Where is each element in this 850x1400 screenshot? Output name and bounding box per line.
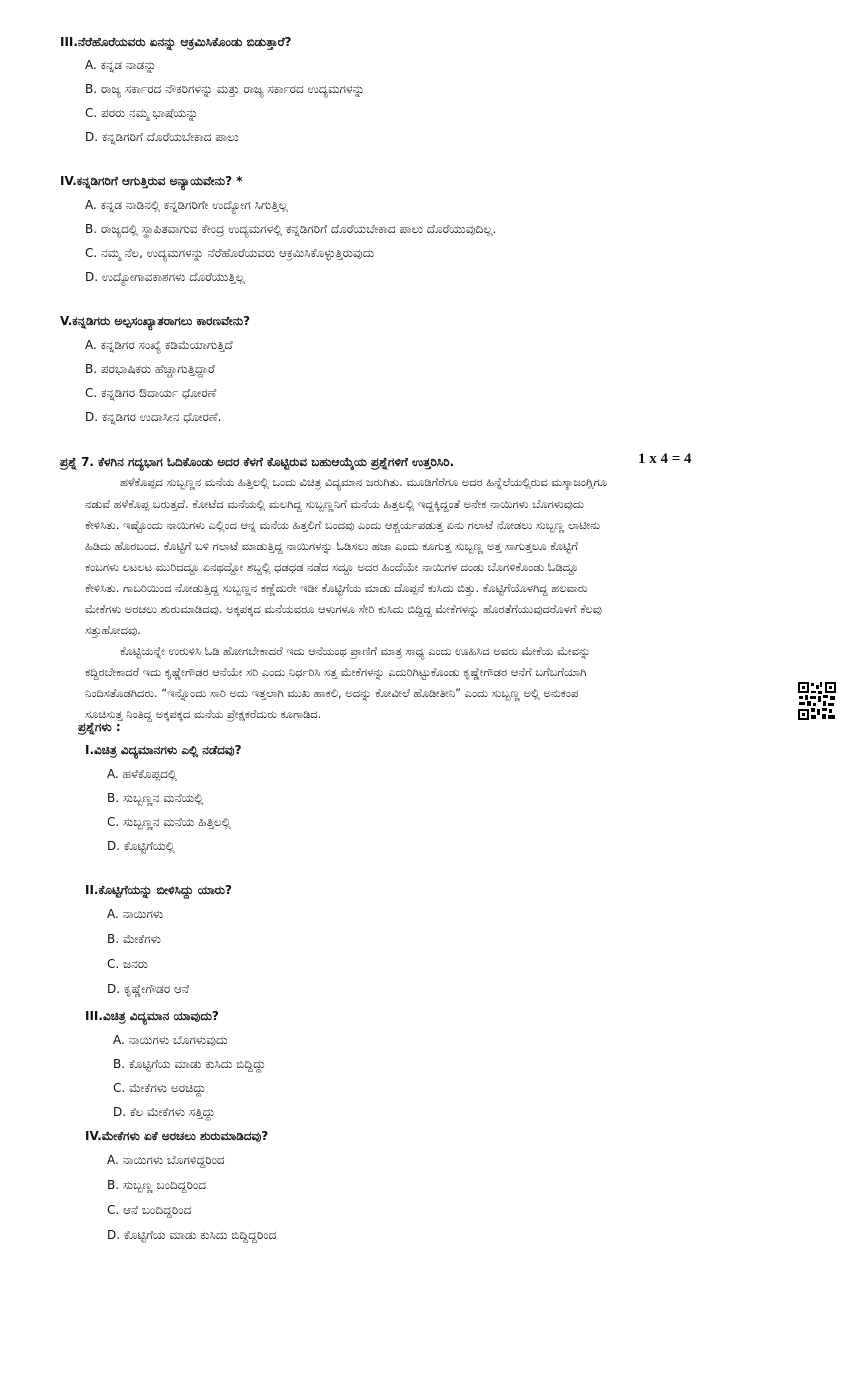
- passage-line: ಮೇಕೆಗಳು ಅರಚಲು ಶುರುಮಾಡಿದವು. ಅಕ್ಕಪಕ್ಕದ ಮನೆಯವರೂ ಆಳುಗಳೂ ಸೇರಿ ಕುಸಿದು ಬಿದ್ದಿದ್ದ ಮೇಕೆಗಳನ್ನು ಹೊರತೆಗೆಯುವುದರೊಳಗೆ ಕೆಲವು: [85, 602, 602, 616]
- passage-line: ಕೊಟ್ಟಿಯನ್ನೇ ಉರುಳಿಸಿ ಓಡಿ ಹೋಗಬೇಕಾದರೆ ಇದು ಆನೆಯಂಥ ಪ್ರಾಣಿಗೆ ಮಾತ್ರ ಸಾಧ್ಯ ಎಂದು ಊಹಿಸಿದ ಅವರು ಮೇಕೆಯ ಮೇವನ್ನು: [120, 644, 591, 658]
- option: C. ಕನ್ನಡಿಗರ ಔದಾರ್ಯ ಧೋರಣೆ: [85, 386, 217, 400]
- option: A. ಹಳೆಕೊಪ್ಪದಲ್ಲಿ: [107, 767, 177, 781]
- option: C. ಪರರು ನಮ್ಮ ಭಾಷೆಯನ್ನು: [85, 106, 199, 120]
- option: D. ಕೊಟ್ಟಿಗೆಯಲ್ಲಿ: [107, 839, 175, 853]
- option: B. ಪರಭಾಷಿಕರು ಹೆಚ್ಚಾಗುತ್ತಿದ್ದಾರೆ: [85, 362, 215, 376]
- passage-line: ಹಿಡಿದು ಹೊರಬಂದ. ಕೊಟ್ಟಿಗೆ ಬಳಿ ಗಲಾಟೆ ಮಾಡುತ್ತಿದ್ದ ನಾಯಿಗಳನ್ನು ಓಡಿಸಲು ಹಜಾ ಎಂದು ಕೂಗುತ್ತ ಸುಬ್ಬಣ್ಣ ಅತ್ತ ಸಾಗುತ್ತಲೂ ಕೊಟ್ಟಿಗೆ: [85, 539, 578, 553]
- option: A. ಕನ್ನಡ ನಾಡಿನಲ್ಲಿ ಕನ್ನಡಿಗರಿಗೇ ಉದ್ಯೋಗ ಸಿಗುತ್ತಿಲ್ಲ: [85, 198, 288, 212]
- qr-code-icon: [797, 681, 837, 721]
- question-heading: II.ಕೊಟ್ಟಿಗೆಯನ್ನು ಬೀಳಿಸಿದ್ದು ಯಾರು?: [85, 883, 232, 897]
- option: C. ಸುಬ್ಬಣ್ಣನ ಮನೆಯ ಹಿತ್ತಿಲಲ್ಲಿ: [107, 815, 231, 829]
- question-7-heading: ಪ್ರಶ್ನೆ 7. ಕೆಳಗಿನ ಗದ್ಯಭಾಗ ಓದಿಕೊಂಡು ಅದರ ಕೆಳಗೆ ಕೊಟ್ಟಿರುವ ಬಹುಆಯ್ಕೆಯ ಪ್ರಶ್ನೆಗಳಿಗೆ ಉತ್ತರಿಸಿರಿ.: [60, 455, 455, 469]
- option: B. ರಾಜ್ಯದಲ್ಲಿ ಸ್ಥಾಪಿತವಾಗುವ ಕೇಂದ್ರ ಉದ್ಯಮಗಳಲ್ಲಿ ಕನ್ನಡಿಗರಿಗೆ ದೊರೆಯಬೇಕಾದ ಪಾಲು ದೊರೆಯುವುದಿಲ್ಲ.: [85, 222, 497, 236]
- option: A. ಕನ್ನಡಿಗರ ಸಂಖ್ಯೆ ಕಡಿಮೆಯಾಗುತ್ತಿದೆ: [85, 338, 233, 352]
- option: B. ರಾಜ್ಯ ಸರ್ಕಾರದ ನೌಕರಿಗಳನ್ನು ಮತ್ತು ರಾಜ್ಯ ಸರ್ಕಾರದ ಉದ್ಯಮಗಳನ್ನು: [85, 82, 365, 96]
- marks-label: 1 x 4 = 4: [638, 451, 692, 467]
- option: B. ಕೊಟ್ಟಿಗೆಯ ಮಾಡು ಕುಸಿದು ಬಿದ್ದಿದ್ದು: [113, 1057, 266, 1071]
- option: D. ಉದ್ಯೋಗಾವಕಾಶಗಳು ದೊರೆಯುತ್ತಿಲ್ಲ: [85, 270, 245, 284]
- option: A. ನಾಯಿಗಳು ಬೊಗಳಿದ್ದರಿಂದ: [107, 1153, 225, 1167]
- passage-line: ಕದ್ದಿರಬೇಕಾದರೆ ಇದು ಕೃಷ್ಣೇಗೌಡರ ಆನೆಯೇ ಸರಿ ಎಂದು ನಿರ್ಧರಿಸಿ ಸತ್ತ ಮೇಕೆಗಳನ್ನು ಎದುರಿಗಿಟ್ಟುಕೊಂಡು ಕೃಷ್ಣೇಗೌಡರ ಆನೆಗೆ ಬಗೆಬಗೆಯಾಗಿ: [85, 665, 587, 679]
- option: B. ಮೇಕೆಗಳು: [107, 932, 161, 946]
- passage-line: ನಿಂದಿಸತೊಡಗಿದರು. “ಇನ್ನೊಂದು ಸಾರಿ ಅದು ಇತ್ತಲಾಗಿ ಮುಖ ಹಾಕಲಿ, ಅದನ್ನು ಕೋವೀಲೆ ಹೊಡೀತೀನಿ” ಎಂದು ಸುಬ್ಬಣ್ಣ ಅಲ್ಲಿ ಅನುಕಂಪ: [85, 686, 579, 700]
- passage-line: ಸೂಚಿಸುತ್ತ ನಿಂತಿದ್ದ ಅಕ್ಕಪಕ್ಕದ ಮನೆಯ ಪ್ರೇಕ್ಷಕರೆದುರು ಕೂಗಾಡಿದ.: [85, 707, 322, 721]
- option: D. ಕನ್ನಡಿಗರಿಗೆ ದೊರೆಯಬೇಕಾದ ಪಾಲು: [85, 130, 239, 144]
- question-heading: V.ಕನ್ನಡಿಗರು ಅಲ್ಪಸಂಖ್ಯಾತರಾಗಲು ಕಾರಣವೇನು?: [60, 314, 251, 328]
- option: C. ಮೇಕೆಗಳು ಅರಚಿದ್ದು: [113, 1081, 206, 1095]
- question-heading: I.ವಿಚಿತ್ರ ವಿದ್ಯಮಾನಗಳು ಎಲ್ಲಿ ನಡೆದವು?: [85, 743, 242, 757]
- passage-line: ಕೇಳಿಸಿತು. ಗಾಬರಿಯಿಂದ ನೋಡುತ್ತಿದ್ದ ಸುಬ್ಬಣ್ಣನ ಕಣ್ಣೆದುರೇ ಇಡೀ ಕೊಟ್ಟಿಗೆಯ ಮಾಡು ದೊಪ್ಪನೆ ಕುಸಿದು ಬಿತ್ತು. ಕೊಟ್ಟಿಗೆಯೊಳಗಿದ್ದ ಹಲವಾರು: [85, 581, 588, 595]
- option: B. ಸುಬ್ಬಣ್ಣನ ಮನೆಯಲ್ಲಿ: [107, 791, 204, 805]
- option: D. ಕೃಷ್ಣೇಗೌಡರ ಆನೆ: [107, 982, 190, 996]
- question-heading: IV.ಕನ್ನಡಿಗರಿಗೆ ಆಗುತ್ತಿರುವ ಅನ್ಯಾಯವೇನು? *: [60, 174, 243, 188]
- question-heading: IV.ಮೇಕೆಗಳು ಏಕೆ ಅರಚಲು ಶುರುಮಾಡಿದವು?: [85, 1129, 269, 1143]
- option: C. ನಮ್ಮ ನೆಲ, ಉದ್ಯಮಗಳನ್ನು ನೆರೆಹೊರೆಯವರು ಆಕ್ರಮಿಸಿಕೊಳ್ಳುತ್ತಿರುವುದು: [85, 246, 375, 260]
- passage-line: ಸತ್ತುಹೋದವು.: [85, 623, 141, 637]
- passage-line: ಕೇಳಿಸಿತು. ಇಷ್ಟೊಂದು ನಾಯಿಗಳು ಎಲ್ಲಿಂದ ಆನ್ನ ಮನೆಯ ಹಿತ್ತಲಿಗೆ ಬಂದವು ಎಂದು ಆಶ್ಚರ್ಯಪಡುತ್ತ ಏನು ಗಲಾಟೆ ನೋಡಲು ಸುಬ್ಬಣ್ಣ ಲಾಟೀನು: [85, 518, 600, 532]
- option: C. ಜನರು: [107, 957, 148, 971]
- option: D. ಕನ್ನಡಿಗರ ಉದಾಸೀನ ಧೋರಣೆ.: [85, 410, 222, 424]
- option: A. ನಾಯಿಗಳು: [107, 907, 164, 921]
- question-heading: III.ವಿಚಿತ್ರ ವಿದ್ಯಮಾನ ಯಾವುದು?: [85, 1009, 219, 1023]
- questions-label: ಪ್ರಶ್ನೆಗಳು :: [78, 720, 121, 734]
- option: A. ನಾಯಿಗಳು ಬೊಗಳುವುದು: [113, 1033, 228, 1047]
- option: A. ಕನ್ನಡ ನಾಡನ್ನು: [85, 58, 157, 72]
- question-heading: III.ನೆರೆಹೊರೆಯವರು ಏನನ್ನು ಆಕ್ರಮಿಸಿಕೊಂಡು ಬಿಡುತ್ತಾರೆ?: [60, 35, 292, 49]
- passage-line: ನಡುವೆ ಹಳೆಕೊಪ್ಪ ಬರುತ್ತದೆ. ಕೋಟೆದ ಮನೆಯಲ್ಲಿ ಮಲಗಿದ್ದ ಸುಬ್ಬಣ್ಣನಿಗೆ ಮನೆಯ ಹಿತ್ತಲಲ್ಲಿ ಇದ್ದಕ್ಕಿದ್ದಂತೆ ಅನೇಕ ನಾಯಿಗಳು ಬೊಗಳುವುದು: [85, 497, 584, 511]
- option: D. ಕೊಟ್ಟಿಗೆಯ ಮಾಡು ಕುಸಿದು ಬಿದ್ದಿದ್ದರಿಂದ: [107, 1228, 277, 1242]
- option: D. ಕೆಲ ಮೇಕೆಗಳು ಸತ್ತಿದ್ದು: [113, 1105, 216, 1119]
- passage-line: ಕಂಬಗಳು ಲಟಲಟ ಮುರಿದದ್ದೂ ಏನಥದ್ದೋ ಶಬ್ದಲ್ಲಿ ಧಡಧಡ ನಡೆದ ಸದ್ದೂ ಅದರ ಹಿಂದೆಯೇ ನಾಯಿಗಳ ದಂಡು ಬೊಗಳಿಕೊಂಡು ಓಡಿದ್ದೂ: [85, 560, 579, 574]
- passage-line: ಹಳೆಕೊಪ್ಪದ ಸುಬ್ಬಣ್ಣನ ಮನೆಯ ಹಿತ್ತಿಲಲ್ಲಿ ಒಂದು ವಿಚಿತ್ರ ವಿದ್ಯಮಾನ ಜರುಗಿತು. ಮೂಡಿಗೆರೆಗೂ ಅದರ ಹಿನ್ನೆಲೆಯಲ್ಲಿರುವ ಮಸ್ಕಾಜಂಗ್ಲಿಗೂ: [120, 475, 607, 489]
- option: C. ಆನೆ ಬಂದಿದ್ದರಿಂದ: [107, 1203, 192, 1217]
- option: B. ಸುಬ್ಬಣ್ಣ ಬಂದಿದ್ದರಿಂದ: [107, 1178, 206, 1192]
